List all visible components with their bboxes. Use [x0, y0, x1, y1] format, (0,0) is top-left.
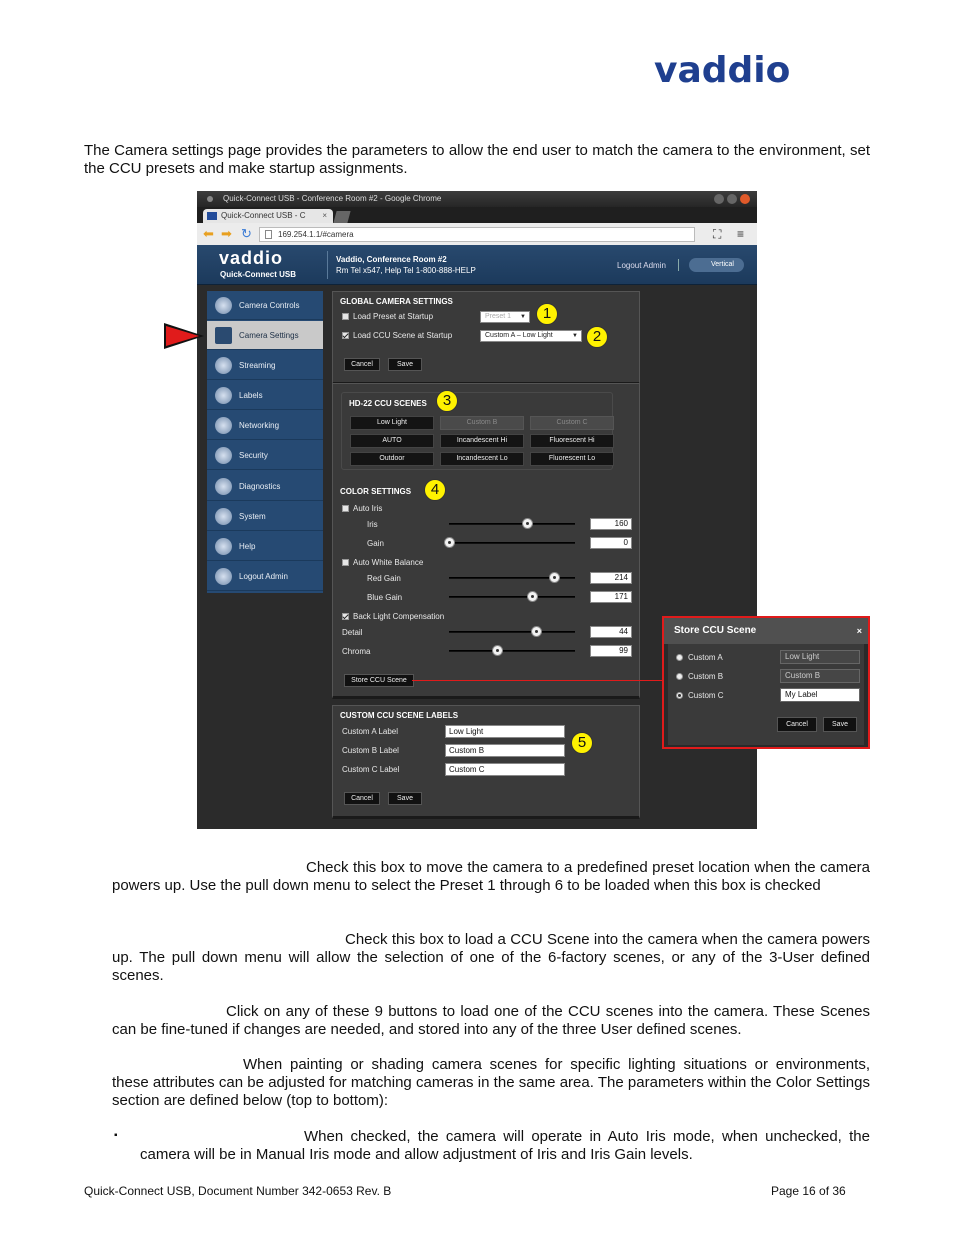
header-divider-2 [678, 259, 679, 271]
blue-gain-slider-track[interactable] [449, 596, 575, 598]
callout-3: 3 [436, 390, 458, 412]
tab-bar [197, 207, 757, 223]
sidebar-item-label: Camera Settings [239, 331, 299, 340]
security-icon [215, 447, 232, 464]
sidebar-item-diagnostics[interactable] [207, 472, 323, 501]
forward-arrow-icon[interactable]: ➡ [221, 226, 232, 241]
sidebar-nav [207, 291, 323, 593]
favicon-icon [207, 212, 217, 220]
blue-gain-value-input[interactable]: 171 [590, 591, 632, 603]
red-gain-value-input[interactable]: 214 [590, 572, 632, 584]
red-gain-label: Red Gain [367, 574, 401, 583]
page-icon [265, 230, 272, 239]
store-ccu-scene-button[interactable]: Store CCU Scene [344, 674, 414, 687]
window-titlebar [197, 191, 757, 207]
preset-select[interactable]: Preset 1 ▼ [480, 311, 530, 323]
scene-button-outdoor[interactable]: Outdoor [350, 452, 434, 466]
labels-save-button[interactable]: Save [388, 792, 422, 805]
custom-b-radio-label: Custom B [688, 672, 724, 681]
sidebar-item-streaming[interactable] [207, 351, 323, 380]
bullet-marker: ▪ [114, 1130, 118, 1141]
scene-button-fluorescent-hi[interactable]: Fluorescent Hi [530, 434, 614, 448]
sidebar-item-label: System [239, 512, 266, 521]
custom-c-label: Custom C Label [342, 765, 400, 774]
sidebar-item-logout[interactable] [207, 562, 323, 591]
brand-logo: vaddio [219, 248, 284, 268]
help-icon [215, 538, 232, 555]
custom-c-radio[interactable] [676, 692, 683, 699]
custom-b-input[interactable]: Custom B [445, 744, 565, 757]
back-arrow-icon[interactable]: ⬅ [203, 226, 214, 241]
custom-a-radio[interactable] [676, 654, 683, 661]
blue-gain-slider-handle[interactable] [527, 591, 538, 602]
color-settings-description: When painting or shading camera scenes for specific lighting situations or environments, these attributes can be adjusted for matching cameras in the same area. The parameters within the Color Settings section are defined below (top to bottom): [112, 1056, 870, 1109]
custom-labels-title: CUSTOM CCU SCENE LABELS [340, 711, 459, 720]
scene-button-low-light[interactable]: Low Light [350, 416, 434, 430]
backlight-compensation-checkbox[interactable] [342, 613, 349, 620]
callout-1: 1 [536, 303, 558, 325]
sidebar-item-system[interactable] [207, 502, 323, 531]
sidebar-item-networking[interactable] [207, 411, 323, 440]
iris-slider-handle[interactable] [522, 518, 533, 529]
load-preset-label: Load Preset at Startup [353, 312, 434, 321]
camera-controls-icon [215, 297, 232, 314]
blue-gain-label: Blue Gain [367, 593, 403, 602]
intro-paragraph: The Camera settings page provides the parameters to allow the end user to match the camera to the environment, set the CCU presets and make startup assignments. [84, 142, 870, 177]
camera-settings-icon [215, 327, 232, 344]
panel-title: GLOBAL CAMERA SETTINGS [340, 297, 453, 306]
sidebar-item-security[interactable] [207, 441, 323, 470]
logout-link[interactable]: Logout Admin [617, 261, 666, 270]
gain-slider-track[interactable] [449, 542, 575, 544]
power-icon [215, 568, 232, 585]
header-divider [327, 251, 328, 279]
url-text: 169.254.1.1/#camera [278, 230, 354, 239]
sidebar-item-label: Security [239, 451, 268, 460]
load-preset-description: Check this box to move the camera to a predefined preset location when the camera powers up. Use the pull down menu to select the Preset 1 through 6 to be loaded when this box is checked [112, 859, 870, 894]
window-menu-icon[interactable] [207, 196, 213, 202]
scene-button-auto[interactable]: AUTO [350, 434, 434, 448]
close-window-icon[interactable] [740, 194, 750, 204]
global-camera-settings-panel [332, 291, 640, 385]
tab-title: Quick-Connect USB - C [221, 211, 306, 220]
chroma-value-input[interactable]: 99 [590, 645, 632, 657]
new-tab-button[interactable] [333, 211, 350, 223]
custom-a-input[interactable]: Low Light [445, 725, 565, 738]
custom-b-label: Custom B Label [342, 746, 399, 755]
auto-white-balance-label: Auto White Balance [353, 558, 424, 567]
detail-label: Detail [342, 628, 363, 637]
chroma-slider-track[interactable] [449, 650, 575, 652]
auto-iris-label: Auto Iris [353, 504, 383, 513]
window-title: Quick-Connect USB - Conference Room #2 - Google Chrome [223, 194, 442, 203]
gain-value-input[interactable]: 0 [590, 537, 632, 549]
detail-slider-track[interactable] [449, 631, 575, 633]
pointer-arrow-icon [164, 323, 204, 349]
browser-tab[interactable] [203, 209, 333, 223]
custom-a-radio-label: Custom A [688, 653, 723, 662]
scene-button-custom-c[interactable]: Custom C [530, 416, 614, 430]
address-bar [197, 223, 757, 245]
dialog-title: Store CCU Scene [674, 625, 757, 636]
tab-close-icon[interactable]: × [322, 211, 327, 220]
brand-subtitle: Quick-Connect USB [220, 270, 297, 279]
dialog-save-button[interactable]: Save [823, 717, 857, 732]
load-ccu-label: Load CCU Scene at Startup [353, 331, 453, 340]
custom-a-label: Custom A Label [342, 727, 399, 736]
iris-label: Iris [367, 520, 378, 529]
streaming-icon [215, 357, 232, 374]
iris-value-input[interactable]: 160 [590, 518, 632, 530]
sidebar-item-camera-settings[interactable] [207, 321, 323, 350]
scene-button-custom-b[interactable]: Custom B [440, 416, 524, 430]
system-icon [215, 508, 232, 525]
color-settings-title: COLOR SETTINGS [340, 487, 412, 496]
custom-b-name-input[interactable]: Custom B [780, 669, 860, 683]
auto-white-balance-checkbox[interactable] [342, 559, 349, 566]
custom-c-input[interactable]: Custom C [445, 763, 565, 776]
ccu-scenes-title: HD-22 CCU SCENES [349, 399, 427, 408]
sidebar-item-label: Logout Admin [239, 572, 288, 581]
labels-cancel-button[interactable]: Cancel [344, 792, 380, 805]
load-preset-checkbox[interactable] [342, 313, 349, 320]
dialog-cancel-button[interactable]: Cancel [777, 717, 817, 732]
save-button[interactable]: Save [388, 358, 422, 371]
gain-label: Gain [367, 539, 384, 548]
vertical-view-button[interactable]: Vertical [689, 258, 744, 272]
help-line: Rm Tel x547, Help Tel 1-800-888-HELP [336, 266, 476, 275]
sidebar-item-camera-controls[interactable] [207, 291, 323, 320]
chroma-label: Chroma [342, 647, 371, 656]
cancel-button[interactable]: Cancel [344, 358, 380, 371]
networking-icon [215, 417, 232, 434]
fullscreen-icon[interactable]: ⛶ [713, 227, 722, 241]
room-name: Vaddio, Conference Room #2 [336, 255, 447, 264]
auto-iris-checkbox[interactable] [342, 505, 349, 512]
chroma-slider-handle[interactable] [492, 645, 503, 656]
sidebar-item-label: Diagnostics [239, 482, 281, 491]
url-input[interactable] [259, 227, 695, 242]
iris-slider-track[interactable] [449, 523, 575, 525]
vaddio-logo [654, 50, 874, 92]
auto-iris-description: When checked, the camera will operate in Auto Iris mode, when unchecked, the camera will be in Manual Iris mode and allow adjustment of Iris and Iris Gain levels. [140, 1128, 870, 1163]
callout-4: 4 [424, 479, 446, 501]
sidebar-item-label: Labels [239, 391, 263, 400]
callout-5: 5 [571, 732, 593, 754]
backlight-compensation-label: Back Light Compensation [353, 612, 445, 621]
scene-button-incandescent-hi[interactable]: Incandescent Hi [440, 434, 524, 448]
callout-connector-line [412, 680, 664, 681]
vaddio-logo-text: vaddio [654, 50, 791, 91]
gain-slider-handle[interactable] [444, 537, 455, 548]
footer-document-number: Quick-Connect USB, Document Number 342-0653 Rev. B [84, 1184, 392, 1198]
menu-icon[interactable]: ≡ [737, 227, 745, 241]
load-ccu-description: Check this box to load a CCU Scene into the camera when the camera powers up. The pull down menu will allow the selection of one of the 6-factory scenes, or any of the 3-User defined scenes. [112, 931, 870, 984]
ccu-scene-select[interactable]: Custom A – Low Light ▼ [480, 330, 582, 342]
close-icon[interactable]: × [856, 626, 862, 636]
labels-icon [215, 387, 232, 404]
minimize-icon[interactable] [714, 194, 724, 204]
sidebar-item-label: Camera Controls [239, 301, 300, 310]
detail-slider-handle[interactable] [531, 626, 542, 637]
scene-button-fluorescent-lo[interactable]: Fluorescent Lo [530, 452, 614, 466]
ccu-scenes-description: Click on any of these 9 buttons to load one of the CCU scenes into the camera. These Scenes can be fine-tuned if changes are needed, and stored into any of the three User defined scenes. [112, 1003, 870, 1038]
sidebar-item-labels[interactable] [207, 381, 323, 410]
sidebar-item-label: Networking [239, 421, 280, 430]
detail-value-input[interactable]: 44 [590, 626, 632, 638]
diagnostics-icon [215, 478, 232, 495]
maximize-icon[interactable] [727, 194, 737, 204]
custom-c-radio-label: Custom C [688, 691, 724, 700]
scene-button-incandescent-lo[interactable]: Incandescent Lo [440, 452, 524, 466]
store-ccu-scene-dialog [662, 616, 870, 749]
custom-b-radio[interactable] [676, 673, 683, 680]
custom-labels-panel [332, 705, 640, 819]
dialog-header [664, 618, 868, 644]
color-settings-panel [332, 383, 640, 699]
red-gain-slider-handle[interactable] [549, 572, 560, 583]
sidebar-item-label: Streaming [239, 361, 276, 370]
load-ccu-checkbox[interactable] [342, 332, 349, 339]
custom-c-name-input[interactable]: My Label [780, 688, 860, 702]
footer-page-number: Page 16 of 36 [771, 1184, 846, 1198]
reload-icon[interactable]: ↻ [241, 226, 252, 241]
sidebar-item-label: Help [239, 542, 256, 551]
app-header [197, 245, 757, 285]
callout-2: 2 [586, 326, 608, 348]
dialog-body [668, 644, 864, 745]
custom-a-name-input[interactable]: Low Light [780, 650, 860, 664]
sidebar-item-help[interactable] [207, 532, 323, 561]
